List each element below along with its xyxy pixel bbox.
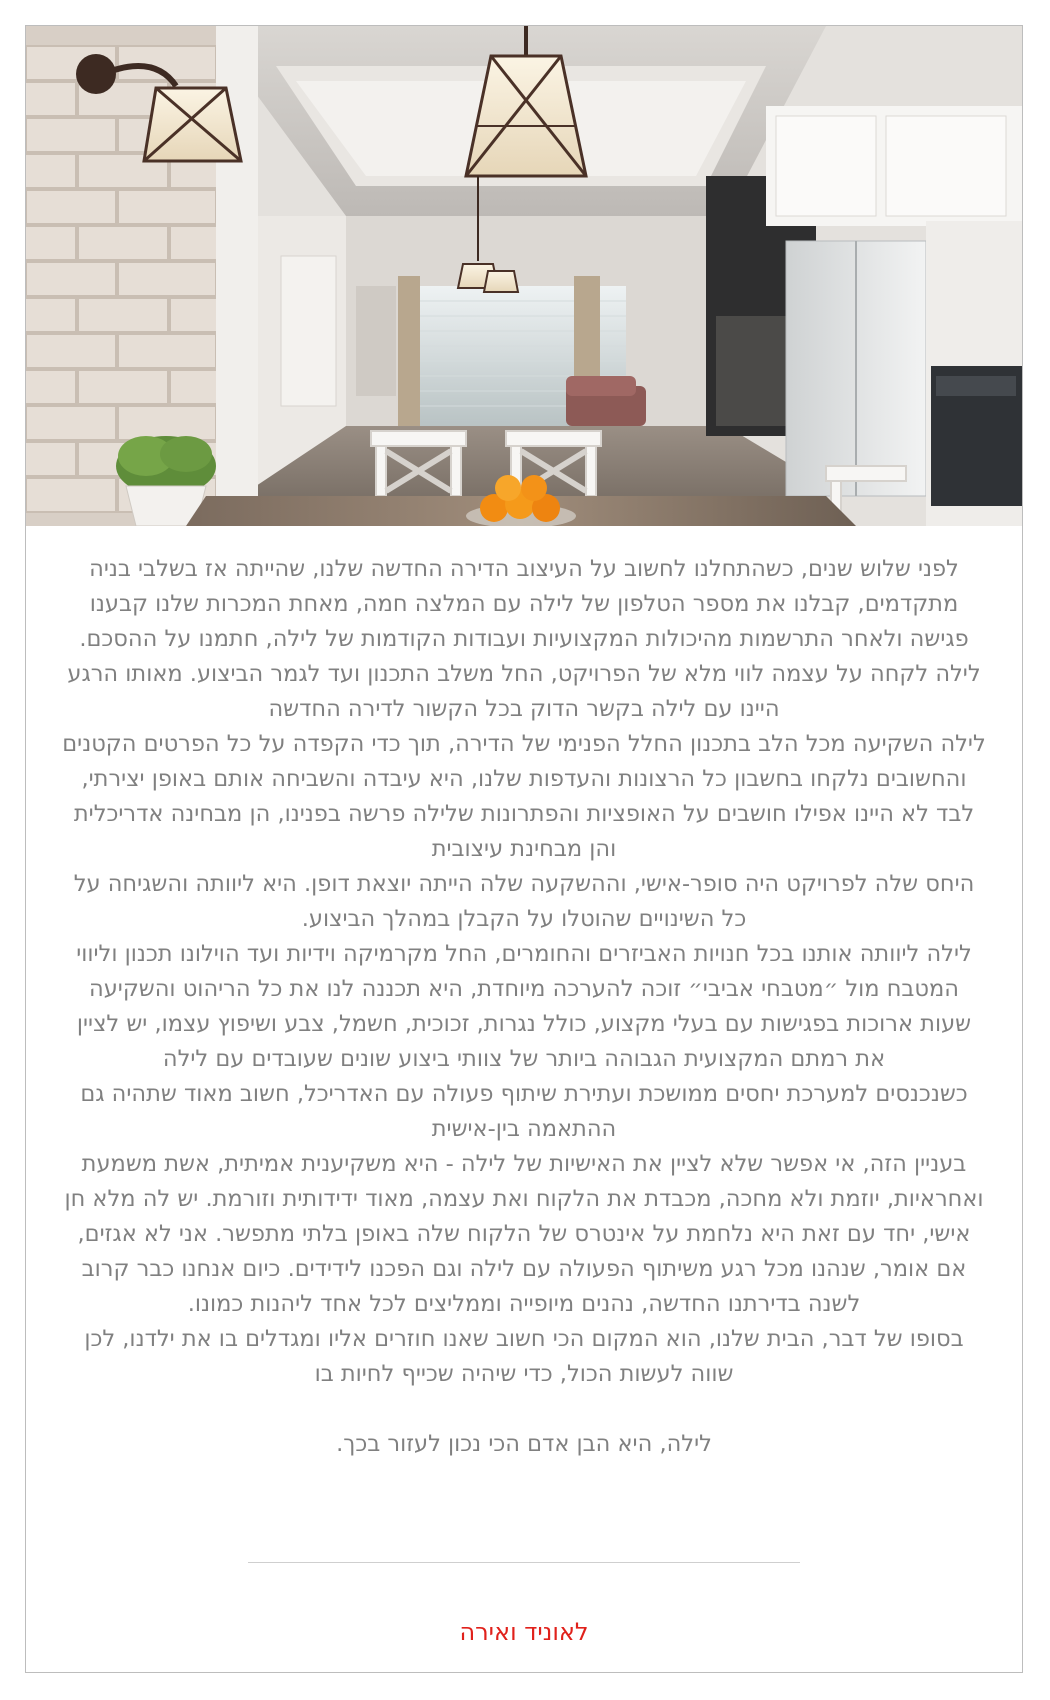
paragraph-4: לילה ליוותה אותנו בכל חנויות האביזרים והחומרים, החל מקרמיקה וידיות ועד הוילונו תכנון וליווי המטבח מול ״מטבחי אביבי״ זוכה להערכה מיוחדת, היא תכננה לנו את כל הריהוט והשקיעה שעות ארוכות בפגישות עם בעלי מקצוע, כולל נגרות, זכוכית, חשמל, צבע ושיפוץ עצמו, יש לציין את רמתם המקצועית הגבוהה ביותר של צוותי ביצוע שונים שעובדים עם לילה <box>76 941 972 1072</box>
paragraph-5: כשנכנסים למערכת יחסים ממושכת ועתירת שיתוף פעולה עם האדריכל, חשוב מאוד שתהיה גם ההתאמה בין-אישית <box>80 1081 968 1142</box>
paragraph-6: בעניין הזה, אי אפשר שלא לציין את האישיות של לילה - היא משקיענית אמיתית, אשת משמעת ואחראיות, יוזמת ולא מחכה, מכבדת את הלקוח ואת עצמה, מאוד ידידותית וזורמת. יש לה מלא חן אישי, יחד עם זאת היא נלחמת על אינטרס של הלקוח שלה באופן בלתי מתפשר. אני לא אגזים, אם אומר, שנהנו מכל רגע משיתוף הפעולה עם לילה וגם הפכנו לידידים. כיום אנחנו כבר קרוב לשנה בדירתנו החדשה, נהנים מיופייה וממליצים לכל אחד ליהנות כמונו. <box>64 1151 984 1317</box>
paragraph-1: לפני שלוש שנים, כשהתחלנו לחשוב על העיצוב הדירה החדשה שלנו, שהייתה אז בשלבי בניה מתקדמים, קבלנו את מספר הטלפון של לילה עם המלצה חמה, מאחת המכרות שלנו קבענו פגישה ולאחר התרשמות מהיכולות המקצועיות ועבודות הקודמות של לילה, חתמנו על ההסכם. לילה לקחה על עצמה לווי מלא של הפרויקט, החל משלב התכנון ועד לגמר הביצוע. מאותו הרגע היינו עם לילה בקשר הדוק בכל הקשור לדירה החדשה <box>67 556 981 722</box>
testimonial-text <box>62 552 986 1462</box>
paragraph-2: לילה השקיעה מכל הלב בתכנון החלל הפנימי של הדירה, תוך כדי הקפדה על כל הפרטים הקטנים והחשובים נלקחו בחשבון כל הרצונות והעדפות שלנו, היא עיבדה והשביחה אותם באופן יצירתי, לבד לא היינו אפילו חושבים על האופציות והפתרונות שלילה פרשה בפנינו, הן מבחינה אדריכלית והן מבחינת עיצובית <box>62 731 986 862</box>
signature: לאוניד ואירה <box>459 1618 589 1646</box>
kitchen-interior-photo <box>26 26 1022 526</box>
paragraph-7: בסופו של דבר, הבית שלנו, הוא המקום הכי חשוב שאנו חוזרים אליו ומגדלים בו את ילדנו, לכן שווה לעשות הכול, כדי שיהיה שכייף לחיות בו <box>84 1326 964 1387</box>
testimonial-card <box>25 25 1023 1673</box>
closing-line: לילה, היא הבן אדם הכי נכון לעזור בכך. <box>336 1431 712 1457</box>
paragraph-3: היחס שלה לפרויקט היה סופר-אישי, וההשקעה שלה הייתה יוצאת דופן. היא ליוותה והשגיחה על כל השינויים שהוטלו על הקבלן במהלך הביצוע. <box>73 871 975 932</box>
divider <box>248 1562 800 1563</box>
paragraph-spacer <box>62 1392 986 1427</box>
